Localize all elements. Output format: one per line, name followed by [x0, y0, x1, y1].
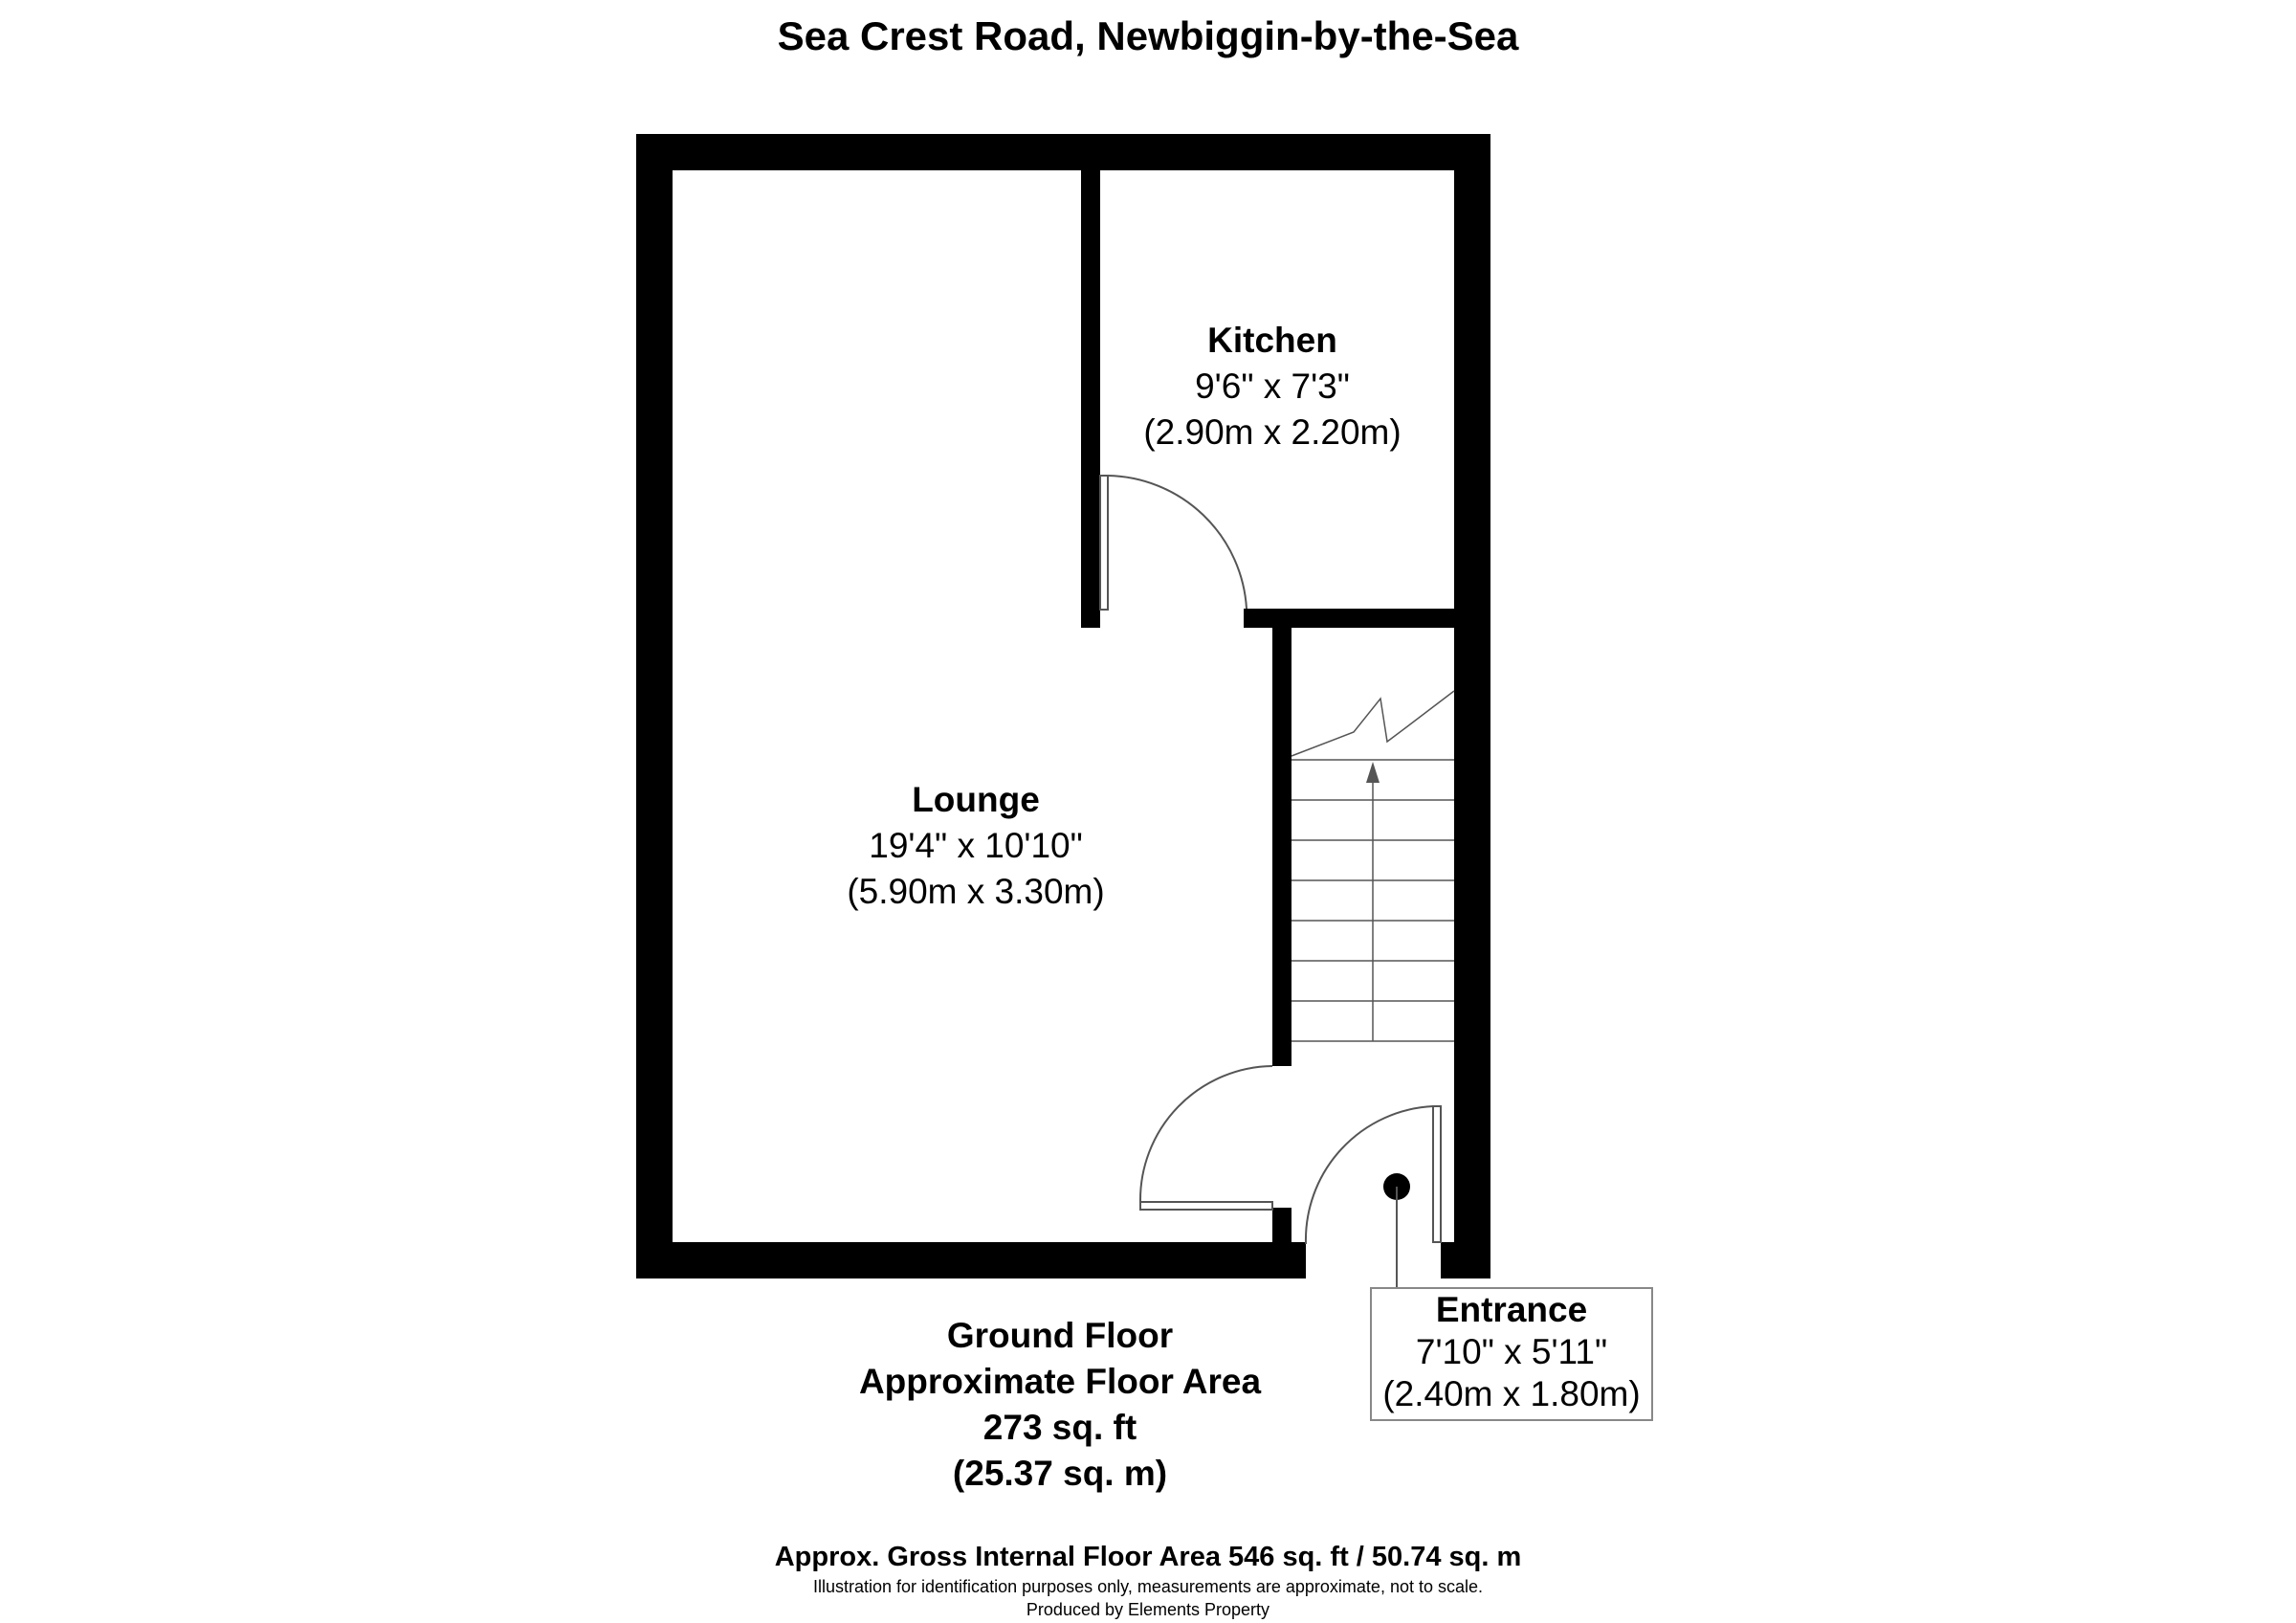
gross-area: Approx. Gross Internal Floor Area 546 sq. ft / 50.74 sq. m — [774, 1542, 1522, 1572]
entrance-door — [1306, 1106, 1441, 1244]
lounge-imperial: 19'4" x 10'10" — [869, 826, 1083, 865]
walls — [636, 134, 1490, 1278]
plan-title: Sea Crest Road, Newbiggin-by-the-Sea — [777, 13, 1519, 58]
kitchen-door — [1100, 476, 1247, 610]
disclaimer: Illustration for identification purposes only, measurements are approximate, not to scale. — [812, 1577, 1484, 1596]
entrance-metric: (2.40m x 1.80m) — [1382, 1374, 1641, 1413]
entrance-imperial: 7'10" x 5'11" — [1415, 1332, 1608, 1371]
floor-area-sqft: 273 sq. ft — [982, 1408, 1137, 1447]
kitchen-name: Kitchen — [1207, 321, 1337, 360]
kitchen-metric: (2.90m x 2.20m) — [1143, 412, 1402, 452]
entrance-marker — [1383, 1173, 1410, 1287]
entrance-label — [1370, 1287, 1653, 1421]
floor-name: Ground Floor — [946, 1316, 1174, 1355]
kitchen-label — [1091, 318, 1454, 456]
entrance-name: Entrance — [1435, 1290, 1588, 1329]
lounge-door — [1140, 1066, 1272, 1210]
floor-info — [773, 1313, 1347, 1497]
lounge-label — [775, 777, 1177, 915]
producer: Produced by Elements Property — [1026, 1600, 1270, 1619]
floor-area-label: Approximate Floor Area — [858, 1362, 1262, 1401]
floor-area-sqm: (25.37 sq. m) — [952, 1454, 1168, 1493]
lounge-metric: (5.90m x 3.30m) — [847, 872, 1105, 911]
footer — [0, 1539, 2296, 1621]
kitchen-imperial: 9'6" x 7'3" — [1195, 367, 1350, 406]
lounge-name: Lounge — [912, 780, 1040, 819]
staircase — [1292, 691, 1454, 1041]
